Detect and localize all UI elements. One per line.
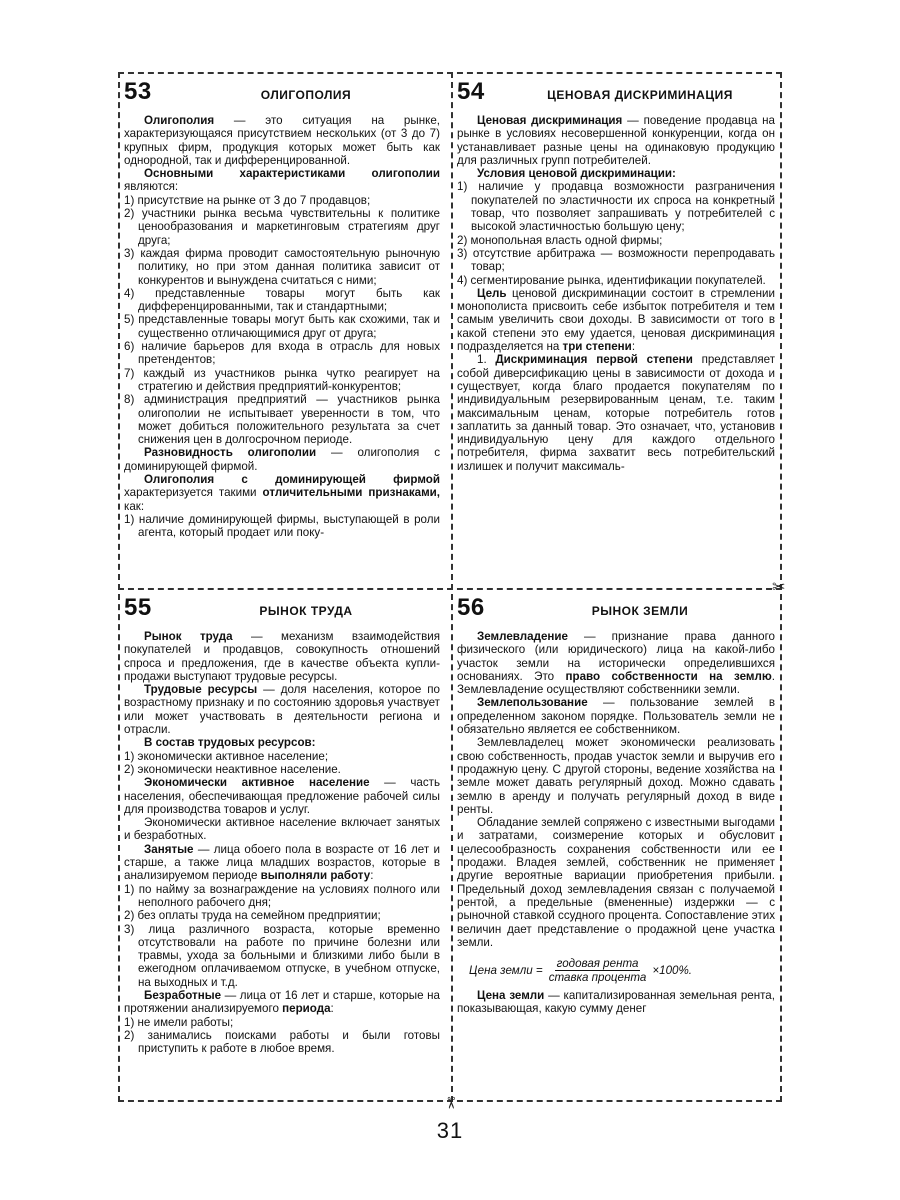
features-list: [124, 513, 440, 540]
paragraph: Цена земли — капитализированная земельная рента, показывающая, какую сумму денег: [457, 988, 775, 1016]
paragraph: Ценовая дискриминация — поведение продавца на рынке в условиях несовершенной конкуренции, когда он устанавливает разные цены на одинаковую продукцию для различных групп потребителей.: [457, 114, 775, 167]
list-item: 1) наличие у продавца возможности разграничения покупателей по эластичности их спроса на конкретный товар, что позволяет запрашивать у потребителей с высокой эластичностью большую цену;: [457, 180, 775, 234]
card-header: [124, 78, 440, 108]
list-item: 1) наличие доминирующей фирмы, выступающей в роли агента, который продает или поку-: [124, 512, 440, 540]
scissors-icon: ✂: [772, 579, 786, 596]
horizontal-cut-line: [118, 588, 782, 590]
card-body: [457, 630, 775, 1015]
vertical-cut-line: [451, 72, 453, 1102]
card-number: 56: [457, 594, 485, 621]
page-number: 31: [436, 1118, 464, 1143]
paragraph: Цель ценовой дискриминации состоит в стремлении монополиста присвоить себе избыток потребителя и тем самым увеличить свои доходы. В зависимости от того в какой степени это ему удается, ценовая дискриминация подразделяется на три степени:: [457, 286, 775, 354]
card-body: [124, 630, 440, 1056]
list-item: 2) участники рынка весьма чувствительны к политике ценообразования и маркетинговым стратегиям друг друга;: [124, 207, 440, 247]
card-number: 55: [124, 594, 152, 621]
list-item: 1) экономически активное население;: [124, 749, 329, 763]
card-title: РЫНОК ТРУДА: [259, 604, 353, 618]
card-55: [124, 594, 440, 1096]
paragraph: 1. Дискриминация первой степени представляет собой диверсификацию цены в зависимости от дохода и существует, когда благо продается покупателям по индивидуальным резервированным ценам, т.е. таким максимальным ценам, которые потребитель готов заплатить за данный товар. Это означает, что, установив индивидуальную цену для каждого отдельного потребителя, фирма захватит весь потребительский излишек и получит максималь-: [457, 353, 775, 473]
employed-list: [124, 883, 440, 989]
paragraph: Условия ценовой дискриминации:: [477, 167, 676, 181]
card-number: 54: [457, 78, 485, 105]
list-item: 4) сегментирование рынка, идентификации покупателей.: [457, 273, 766, 287]
list-item: 1) не имели работы;: [124, 1015, 234, 1029]
paragraph: Занятые — лица обоего пола в возрасте от 16 лет и старше, а также лица младших возрастов, которые в анализируемом периоде выполняли работу:: [124, 842, 440, 883]
conditions-list: [457, 180, 775, 286]
list-item: 2) экономически неактивное население.: [124, 762, 341, 776]
paragraph: Олигополия — это ситуация на рынке, характеризующаяся присутствием нескольких (от 3 до 7) крупных фирм, продукция которых может быть как однородной, так и дифференцированной.: [124, 114, 440, 167]
list-item: 1) по найму за вознаграждение на условиях полного или неполного рабочего дня;: [124, 882, 440, 909]
paragraph: Трудовые ресурсы — доля населения, которое по возрастному признаку и по состоянию здоровья участвует или может участвовать в деятельности региона и отрасли.: [124, 683, 440, 737]
paragraph: Экономически активное население включает занятых и безработных.: [124, 816, 440, 843]
paragraph: Экономически активное население — часть населения, обеспечивающая предложение рабочей силы для производства товаров и услуг.: [124, 776, 440, 816]
list-item: 2) занимались поисками работы и были готовы приступить к работе в любое время.: [124, 1028, 440, 1056]
paragraph: Землевладелец может экономически реализовать свою собственность, продав участок земли и выручив его продажную цену. С другой стороны, ведение хозяйства на земле может давать регулярный доход. Можно сдавать землю в аренду и получать регулярный доход в виде ренты.: [457, 736, 775, 816]
characteristics-list: [124, 194, 440, 447]
paragraph: Разновидность олигополии — олигополия с доминирующей фирмой.: [124, 446, 440, 473]
list-item: 5) представленные товары могут быть как схожими, так и существенно отличающимися друг от друга;: [124, 313, 440, 340]
paragraph: В состав трудовых ресурсов:: [144, 736, 316, 750]
list-item: 3) каждая фирма проводит самостоятельную рыночную политику, но при этом данная политика зависит от конкурентов и вынуждена считаться с ними;: [124, 246, 440, 287]
card-header: [457, 594, 775, 624]
list-item: 3) отсутствие арбитража — возможности перепродавать товар;: [457, 246, 775, 274]
paragraph: Обладание землей сопряжено с известными выгодами и затратами, соизмерение которых и обусловит целесообразность сохранения собственности или ее продажи. Владея землей, собственник не применяет другие вероятные вариации приобретения прибыли. Предельный доход землевладения связан с получаемой рентой, а предельные (вмененные) издержки — с рыночной ставкой ссудного процента. Сопоставление этих величин дает представление о продажной цене участка земли.: [457, 816, 775, 949]
list-item: 6) наличие барьеров для входа в отрасль для новых претендентов;: [124, 340, 440, 367]
card-header: [124, 594, 440, 624]
labor-resources-list: [124, 750, 440, 777]
paragraph: Землевладение — признание права данного физического (или юридического) лица на какой-либо участок земли на исторически определившихся основаниях. Это право собственности на землю. Землевладение осуществляют собственники земли.: [457, 630, 775, 697]
formula-left: Цена земли =: [469, 964, 543, 978]
paragraph: Олигополия с доминирующей фирмой характеризуется такими отличительными признаками, как:: [124, 473, 440, 513]
formula-numerator: годовая рента: [556, 957, 639, 971]
list-item: 7) каждый из участников рынка чутко реагирует на стратегию и действия предприятий-конкурентов;: [124, 366, 440, 393]
list-item: 8) администрация предприятий — участников рынка олигополии не испытывает уверенности в том, что может добиться положительного результата за счет снижения цен в долгосрочном периоде.: [124, 393, 440, 447]
list-item: 1) присутствие на рынке от 3 до 7 продавцов;: [124, 193, 371, 207]
card-title: РЫНОК ЗЕМЛИ: [591, 604, 689, 618]
card-56: [457, 594, 775, 1096]
list-item: 4) представленные товары могут быть как дифференцированными, так и стандартными;: [124, 286, 440, 314]
card-body: [124, 114, 440, 540]
paragraph: Безработные — лица от 16 лет и старше, которые на протяжении анализируемого периода:: [124, 989, 440, 1016]
paragraph: Рынок труда — механизм взаимодействия покупателей и продавцов, совокупность отношений спроса и предложения, где в качестве объекта купли-продажи выступают трудовые ресурсы.: [124, 630, 440, 683]
card-54: [457, 78, 775, 584]
card-body: [457, 114, 775, 473]
card-header: [457, 78, 775, 108]
formula-denominator: ставка процента: [548, 971, 647, 985]
card-53: [124, 78, 440, 584]
card-title: ЦЕНОВАЯ ДИСКРИМИНАЦИЯ: [547, 88, 733, 102]
list-item: 2) монопольная власть одной фирмы;: [457, 233, 663, 247]
paragraph: Землепользование — пользование землей в определенном законом порядке. Пользователь земли не обязательно является ее собственником.: [457, 696, 775, 737]
paragraph: Основными характеристиками олигополии являются:: [124, 167, 440, 194]
list-item: 3) лица различного возраста, которые временно отсутствовали на работе по причине болезни или травмы, ухода за больными и близкими либо были в ежегодном оплачиваемом отпуске, в учебном отпуске, на выходных и т.д.: [124, 922, 440, 989]
unemployed-list: [124, 1016, 440, 1056]
card-number: 53: [124, 78, 152, 105]
formula-fraction: [547, 957, 649, 985]
card-title: ОЛИГОПОЛИЯ: [260, 88, 352, 102]
list-item: 2) без оплаты труда на семейном предприятии;: [124, 909, 381, 923]
scissors-icon: ✂: [441, 1096, 459, 1110]
land-price-formula: [469, 957, 775, 985]
formula-right: ×100%.: [652, 964, 693, 978]
